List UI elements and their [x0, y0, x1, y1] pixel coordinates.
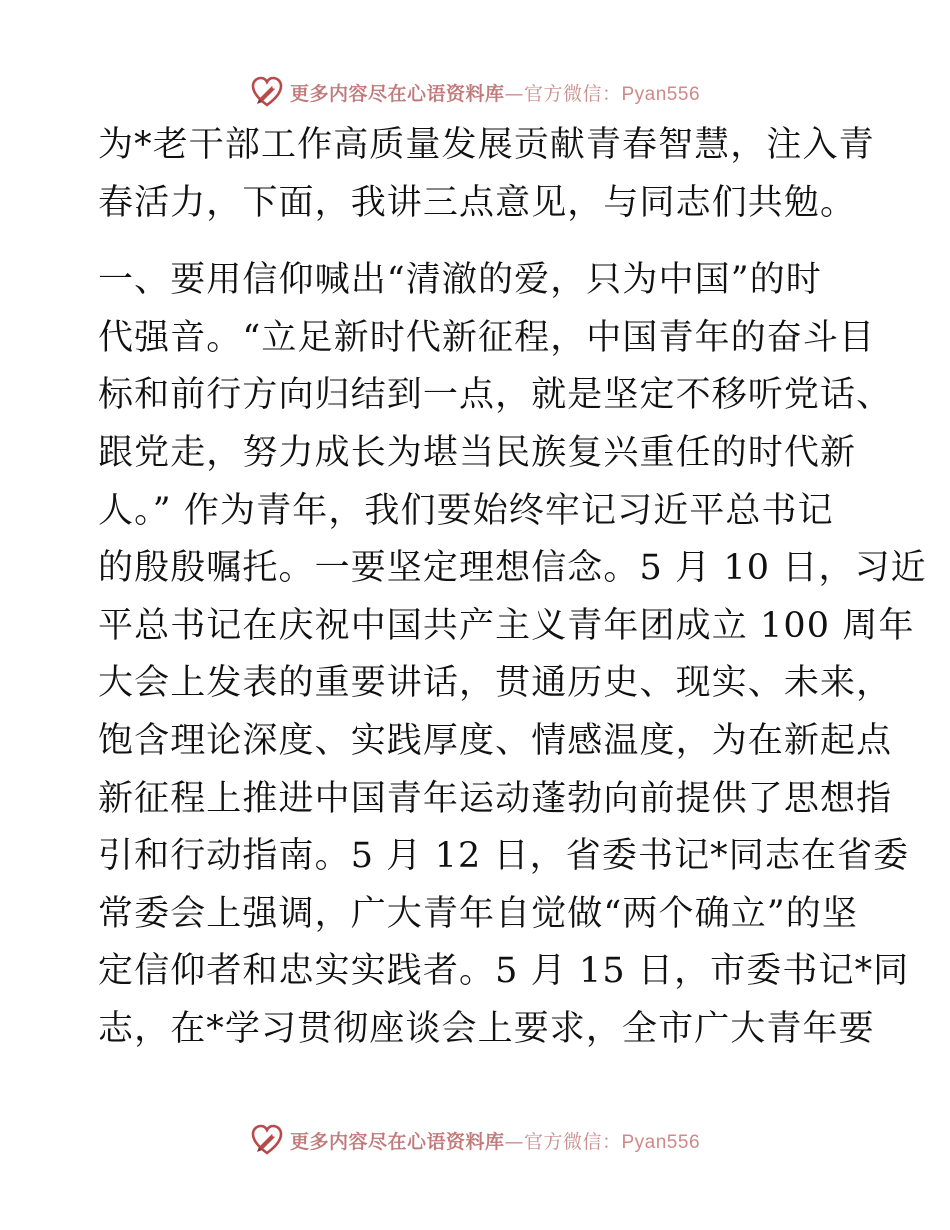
text-line: 为*老干部工作高质量发展贡献青春智慧，注入青	[98, 125, 875, 165]
footer-official-label: 官方微信：	[523, 1130, 622, 1153]
header-wechat-id: Pyan556	[621, 83, 701, 105]
section-heading-line: 一、要用信仰喊出“清澈的爱，只为中国”的时	[98, 260, 822, 301]
header-official-label: 官方微信：	[523, 82, 622, 105]
text-line: 跟党走，努力成长为堪当民族复兴重任的时代新	[98, 432, 857, 473]
heart-pen-logo-icon	[250, 75, 284, 109]
footer-separator: —	[504, 1130, 524, 1153]
paragraph-gap	[98, 232, 858, 252]
text-line: 代强音。“立足新时代新征程，中国青年的奋斗目	[98, 317, 876, 358]
text-line: 定信仰者和忠实实践者。5 月 15 日，市委书记*同	[98, 951, 910, 992]
text-line: 标和前行方向归结到一点，就是坚定不移听党话、	[98, 375, 893, 416]
text-line: 引和行动指南。5 月 12 日，省委书记*同志在省委	[98, 836, 910, 877]
header-separator: —	[504, 82, 524, 105]
text-line: 人。” 作为青年，我们要始终牢记习近平总书记	[98, 490, 834, 531]
heart-pen-logo-icon	[250, 1123, 284, 1157]
text-line: 大会上发表的重要讲话，贯通历史、现实、未来，	[98, 663, 893, 704]
text-line: 的殷殷嘱托。一要坚定理想信念。5 月 10 日，习近	[98, 548, 927, 589]
header-watermark	[0, 72, 950, 112]
text-line: 春活力，下面，我讲三点意见，与同志们共勉。	[98, 182, 857, 223]
header-brand-text: 更多内容尽在心语资料库	[289, 82, 505, 105]
text-line: 饱含理论深度、实践厚度、情感温度，为在新起点	[98, 720, 893, 761]
text-line: 新征程上推进中国青年运动蓬勃向前提供了思想指	[98, 778, 893, 819]
paragraph-1	[98, 117, 875, 232]
text-line: 平总书记在庆祝中国共产主义青年团成立 100 周年	[98, 605, 915, 646]
footer-watermark	[0, 1120, 950, 1160]
footer-wechat-id: Pyan556	[621, 1131, 701, 1153]
document-body	[98, 117, 927, 1059]
text-line: 常委会上强调，广大青年自觉做“两个确立”的坚	[98, 893, 858, 934]
paragraph-2	[98, 252, 927, 1058]
text-line: 志，在*学习贯彻座谈会上要求，全市广大青年要	[98, 1008, 875, 1049]
footer-brand-text: 更多内容尽在心语资料库	[289, 1130, 505, 1153]
